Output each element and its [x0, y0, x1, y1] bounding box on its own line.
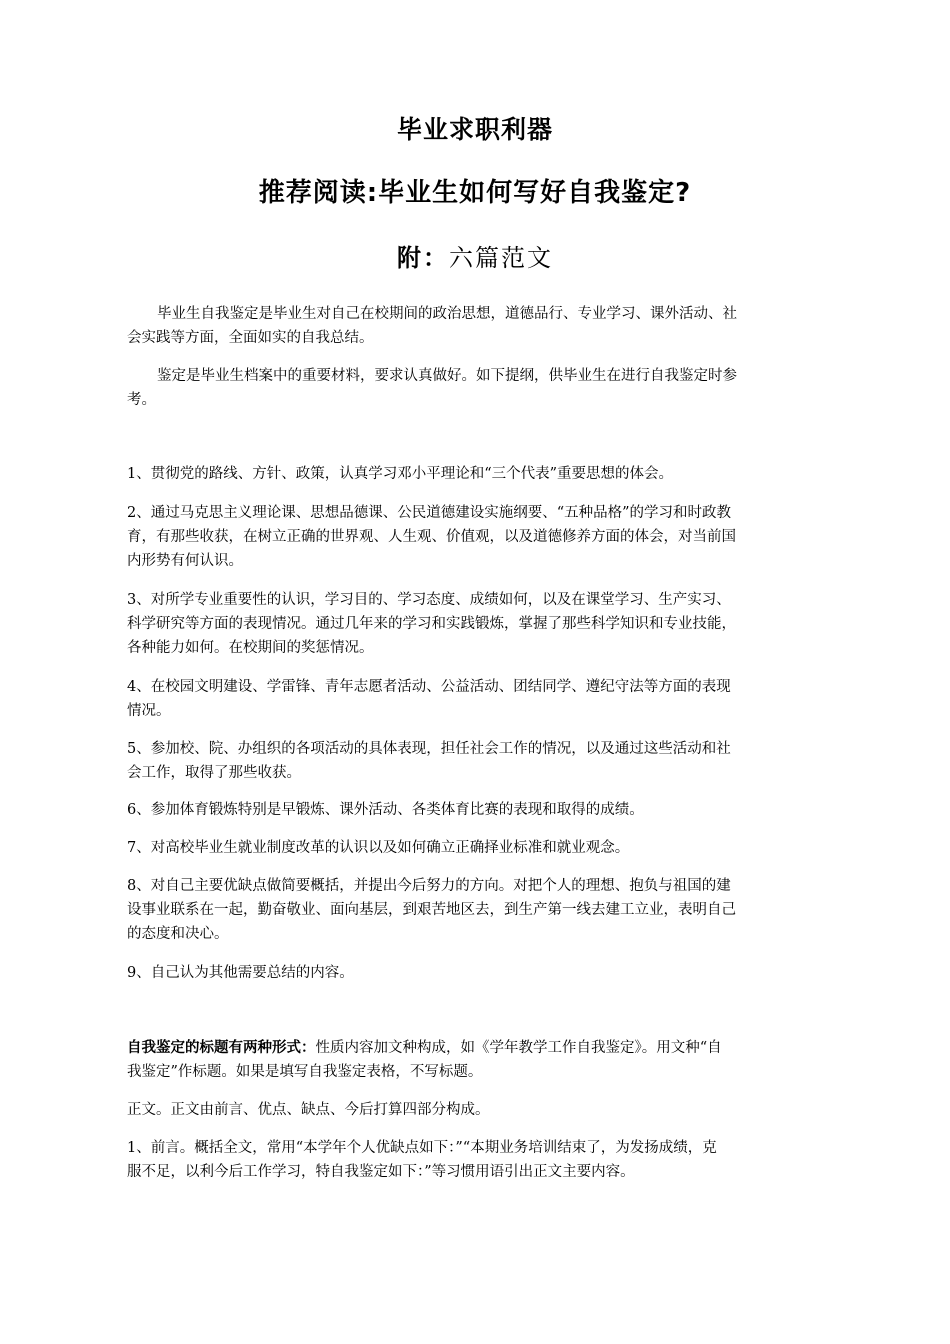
heading-prefix: 附： — [397, 244, 449, 272]
text-line: 2、通过马克思主义理论课、思想品德课、公民道德建设实施纲要、“五种品格”的学习和时政教 — [127, 505, 732, 521]
text-line: 的态度和决心。 — [127, 926, 229, 942]
text-line: 服不足，以利今后工作学习，特自我鉴定如下：”等习惯用语引出正文主要内容。 — [127, 1164, 635, 1180]
text-line: 8、对自己主要优缺点做简要概括，并提出今后努力的方向。对把个人的理想、抱负与祖国的建 — [127, 878, 731, 894]
document-subtitle: 推荐阅读:毕业生如何写好自我鉴定? — [258, 178, 692, 208]
text-line: 毕业生自我鉴定是毕业生对自己在校期间的政治思想，道德品行、专业学习、课外活动、社 — [157, 306, 737, 322]
text-line: 育，有那些收获，在树立正确的世界观、人生观、价值观，以及道德修养方面的体会，对当前国 — [127, 529, 736, 545]
text-line: 正文。正文由前言、优点、缺点、今后打算四部分构成。 — [127, 1102, 490, 1118]
outline-item-4 — [127, 675, 835, 723]
outline-item-9 — [127, 961, 835, 985]
text-line: 科学研究等方面的表现情况。通过几年来的学习和实践锻炼，掌握了那些科学知识和专业技能， — [127, 616, 736, 632]
text-line: 会实践等方面，全面如实的自我总结。 — [127, 330, 374, 346]
document-section-heading — [0, 238, 950, 273]
heading-text: 六篇范文 — [449, 244, 553, 272]
text-line: 4、在校园文明建设、学雷锋、青年志愿者活动、公益活动、团结同学、遵纪守法等方面的表现 — [127, 679, 731, 695]
text-line: 各种能力如何。在校期间的奖惩情况。 — [127, 640, 374, 656]
outline-item-3 — [127, 588, 835, 660]
text-line: 5、参加校、院、办组织的各项活动的具体表现，担任社会工作的情况，以及通过这些活动和社 — [127, 741, 731, 757]
preface-paragraph — [127, 1136, 835, 1184]
text-line: 1、前言。概括全文，常用“本学年个人优缺点如下：”“本期业务培训结束了，为发扬成绩，克 — [127, 1140, 717, 1156]
outline-item-2 — [127, 501, 835, 573]
text-line: 9、自己认为其他需要总结的内容。 — [127, 965, 354, 981]
lead-rest-text: 性质内容加文种构成，如《学年教学工作自我鉴定》。用文种“自 — [315, 1040, 722, 1056]
outline-item-6 — [127, 798, 835, 822]
outline-item-1 — [127, 462, 835, 486]
text-line: 考。 — [127, 392, 156, 408]
text-line: 情况。 — [127, 703, 171, 719]
outline-item-7 — [127, 836, 835, 860]
text-line: 会工作，取得了那些收获。 — [127, 765, 301, 781]
text-line: 6、参加体育锻炼特别是早锻炼、课外活动、各类体育比赛的表现和取得的成绩。 — [127, 802, 644, 818]
text-line: 我鉴定”作标题。如果是填写自我鉴定表格，不写标题。 — [127, 1064, 483, 1080]
body-structure-paragraph — [127, 1098, 835, 1122]
text-line: 7、对高校毕业生就业制度改革的认识以及如何确立正确择业标准和就业观念。 — [127, 840, 630, 856]
bold-lead-text: 自我鉴定的标题有两种形式： — [127, 1040, 316, 1056]
title-format-paragraph — [127, 1036, 835, 1084]
text-line: 鉴定是毕业生档案中的重要材料，要求认真做好。如下提纲，供毕业生在进行自我鉴定时参 — [157, 368, 737, 384]
document-title: 毕业求职利器 — [396, 115, 553, 144]
text-line: 1、贯彻党的路线、方针、政策，认真学习邓小平理论和“三个代表”重要思想的体会。 — [127, 466, 674, 482]
text-line: 3、对所学专业重要性的认识，学习目的、学习态度、成绩如何，以及在课堂学习、生产实习、 — [127, 592, 731, 608]
text-line — [127, 1036, 835, 1060]
text-line: 设事业联系在一起，勤奋敬业、面向基层，到艰苦地区去，到生产第一线去建工立业，表明自己 — [127, 902, 736, 918]
text-line: 内形势有何认识。 — [127, 553, 243, 569]
outline-item-8 — [127, 874, 835, 946]
intro-paragraph-1 — [127, 302, 835, 350]
outline-item-5 — [127, 737, 835, 785]
intro-paragraph-2 — [127, 364, 835, 412]
